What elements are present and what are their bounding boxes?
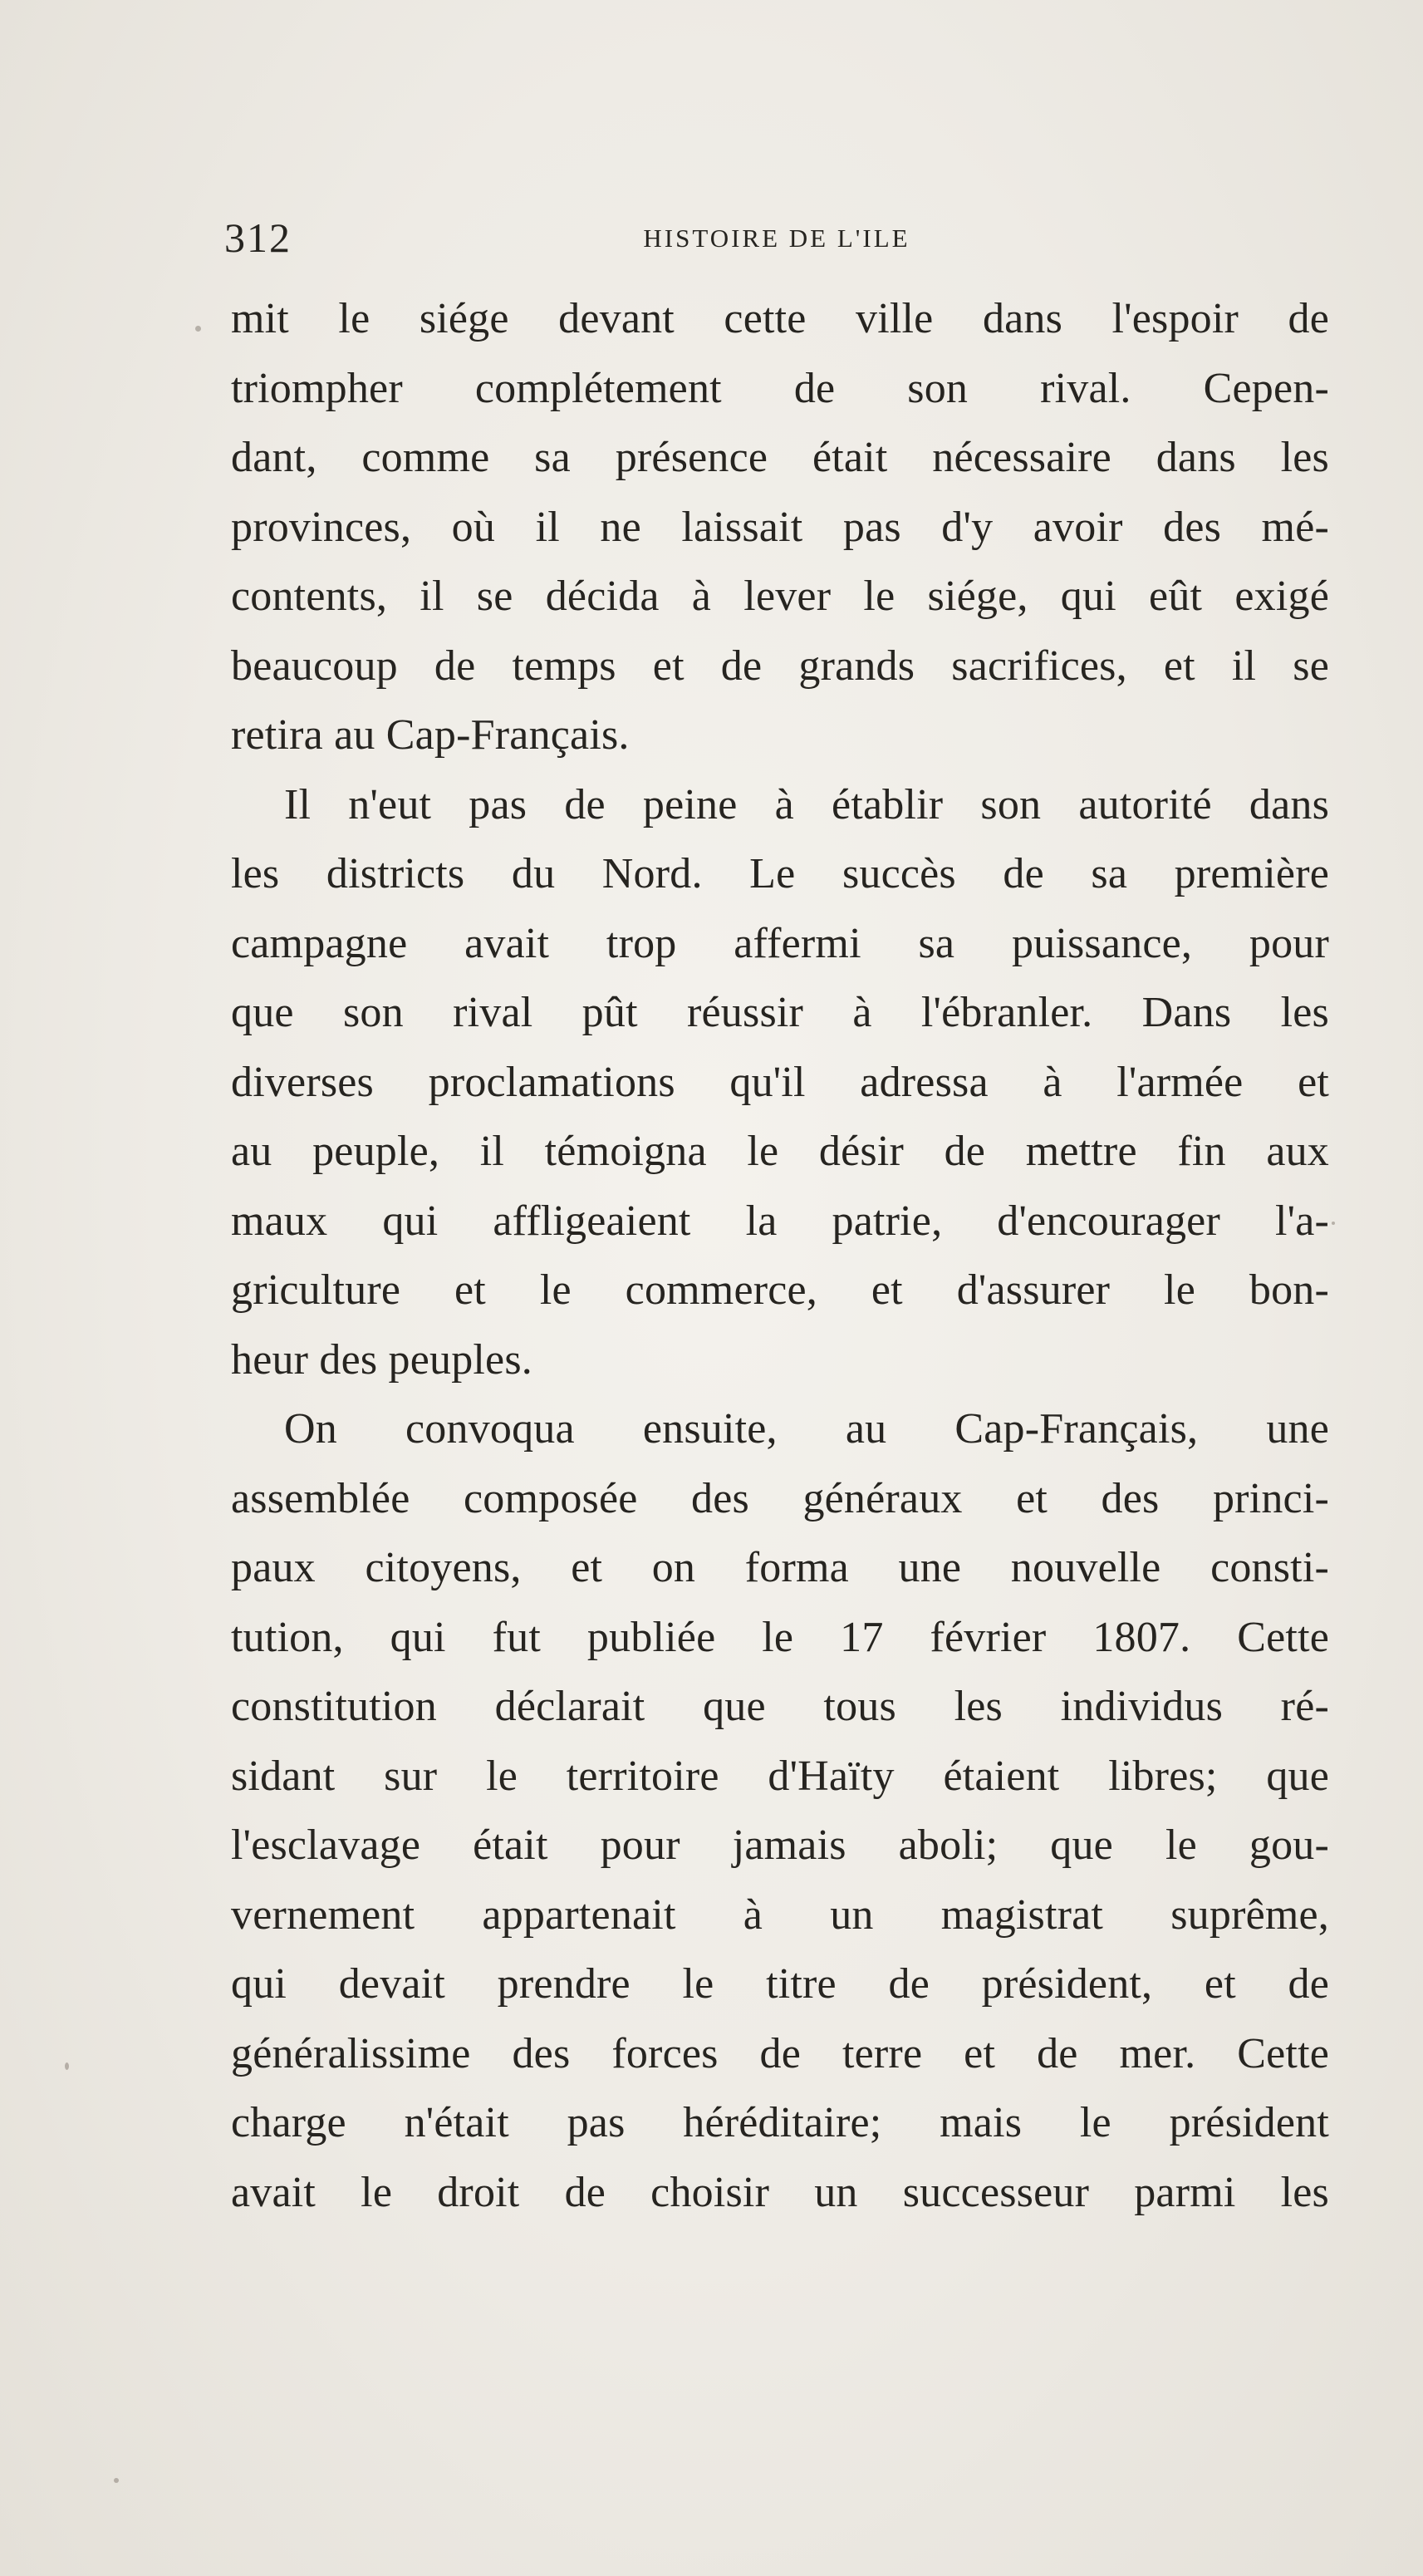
text-line: triompher complétement de son rival. Cepen- — [231, 364, 1329, 412]
text-line: au peuple, il témoigna le désir de mettre fin aux — [231, 1128, 1329, 1175]
text-line: contents, il se décida à lever le siége, qui eût exigé — [231, 573, 1329, 620]
text-line: les districts du Nord. Le succès de sa première — [231, 850, 1329, 897]
text-line: Il n'eut pas de peine à établir son autorité dans — [284, 780, 1329, 828]
text-line: dant, comme sa présence était nécessaire dans les — [231, 434, 1329, 481]
page-number: 312 — [224, 214, 292, 261]
text-line: sidant sur le territoire d'Haïty étaient libres; que — [231, 1752, 1329, 1800]
text-line: campagne avait trop affermi sa puissance, pour — [231, 919, 1329, 967]
text-line: mit le siége devant cette ville dans l'espoir de — [231, 295, 1329, 342]
text-line: diverses proclamations qu'il adressa à l'armée et — [231, 1058, 1329, 1106]
text-line: assemblée composée des généraux et des princi- — [231, 1474, 1329, 1522]
body-text — [231, 284, 1329, 2227]
text-line: beaucoup de temps et de grands sacrifices, et il se — [231, 642, 1329, 690]
text-line: maux qui affligeaient la patrie, d'encourager l'a- — [231, 1197, 1329, 1245]
text-line: constitution déclarait que tous les individus ré- — [231, 1683, 1329, 1730]
text-line: provinces, où il ne laissait pas d'y avoir des mé- — [231, 503, 1329, 551]
text-line: que son rival pût réussir à l'ébranler. Dans les — [231, 989, 1329, 1036]
text-line: griculture et le commerce, et d'assurer le bon- — [231, 1266, 1329, 1314]
text-line: tution, qui fut publiée le 17 février 1807. Cette — [231, 1613, 1329, 1661]
running-title: HISTOIRE DE L'ILE — [643, 224, 910, 253]
text-line: paux citoyens, et on forma une nouvelle consti- — [231, 1544, 1329, 1591]
text-line: vernement appartenait à un magistrat suprême, — [231, 1890, 1329, 1939]
paper-speck — [114, 2478, 119, 2483]
text-line: charge n'était pas héréditaire; mais le président — [231, 2099, 1329, 2146]
paper-speck — [1332, 1222, 1335, 1225]
text-line: avait le droit de choisir un successeur parmi les — [231, 2168, 1329, 2216]
text-line: heur des peuples. — [231, 1335, 532, 1384]
page-header — [224, 213, 1329, 263]
text-line: retira au Cap-Français. — [231, 711, 630, 759]
text-line: généralissime des forces de terre et de mer. Cette — [231, 2029, 1329, 2077]
text-line: l'esclavage était pour jamais aboli; que le gou- — [231, 1821, 1329, 1869]
paper-speck — [195, 326, 201, 332]
text-line: On convoqua ensuite, au Cap-Français, une — [284, 1405, 1329, 1453]
text-line: qui devait prendre le titre de président, et de — [231, 1960, 1329, 2008]
paper-speck — [65, 2062, 69, 2070]
